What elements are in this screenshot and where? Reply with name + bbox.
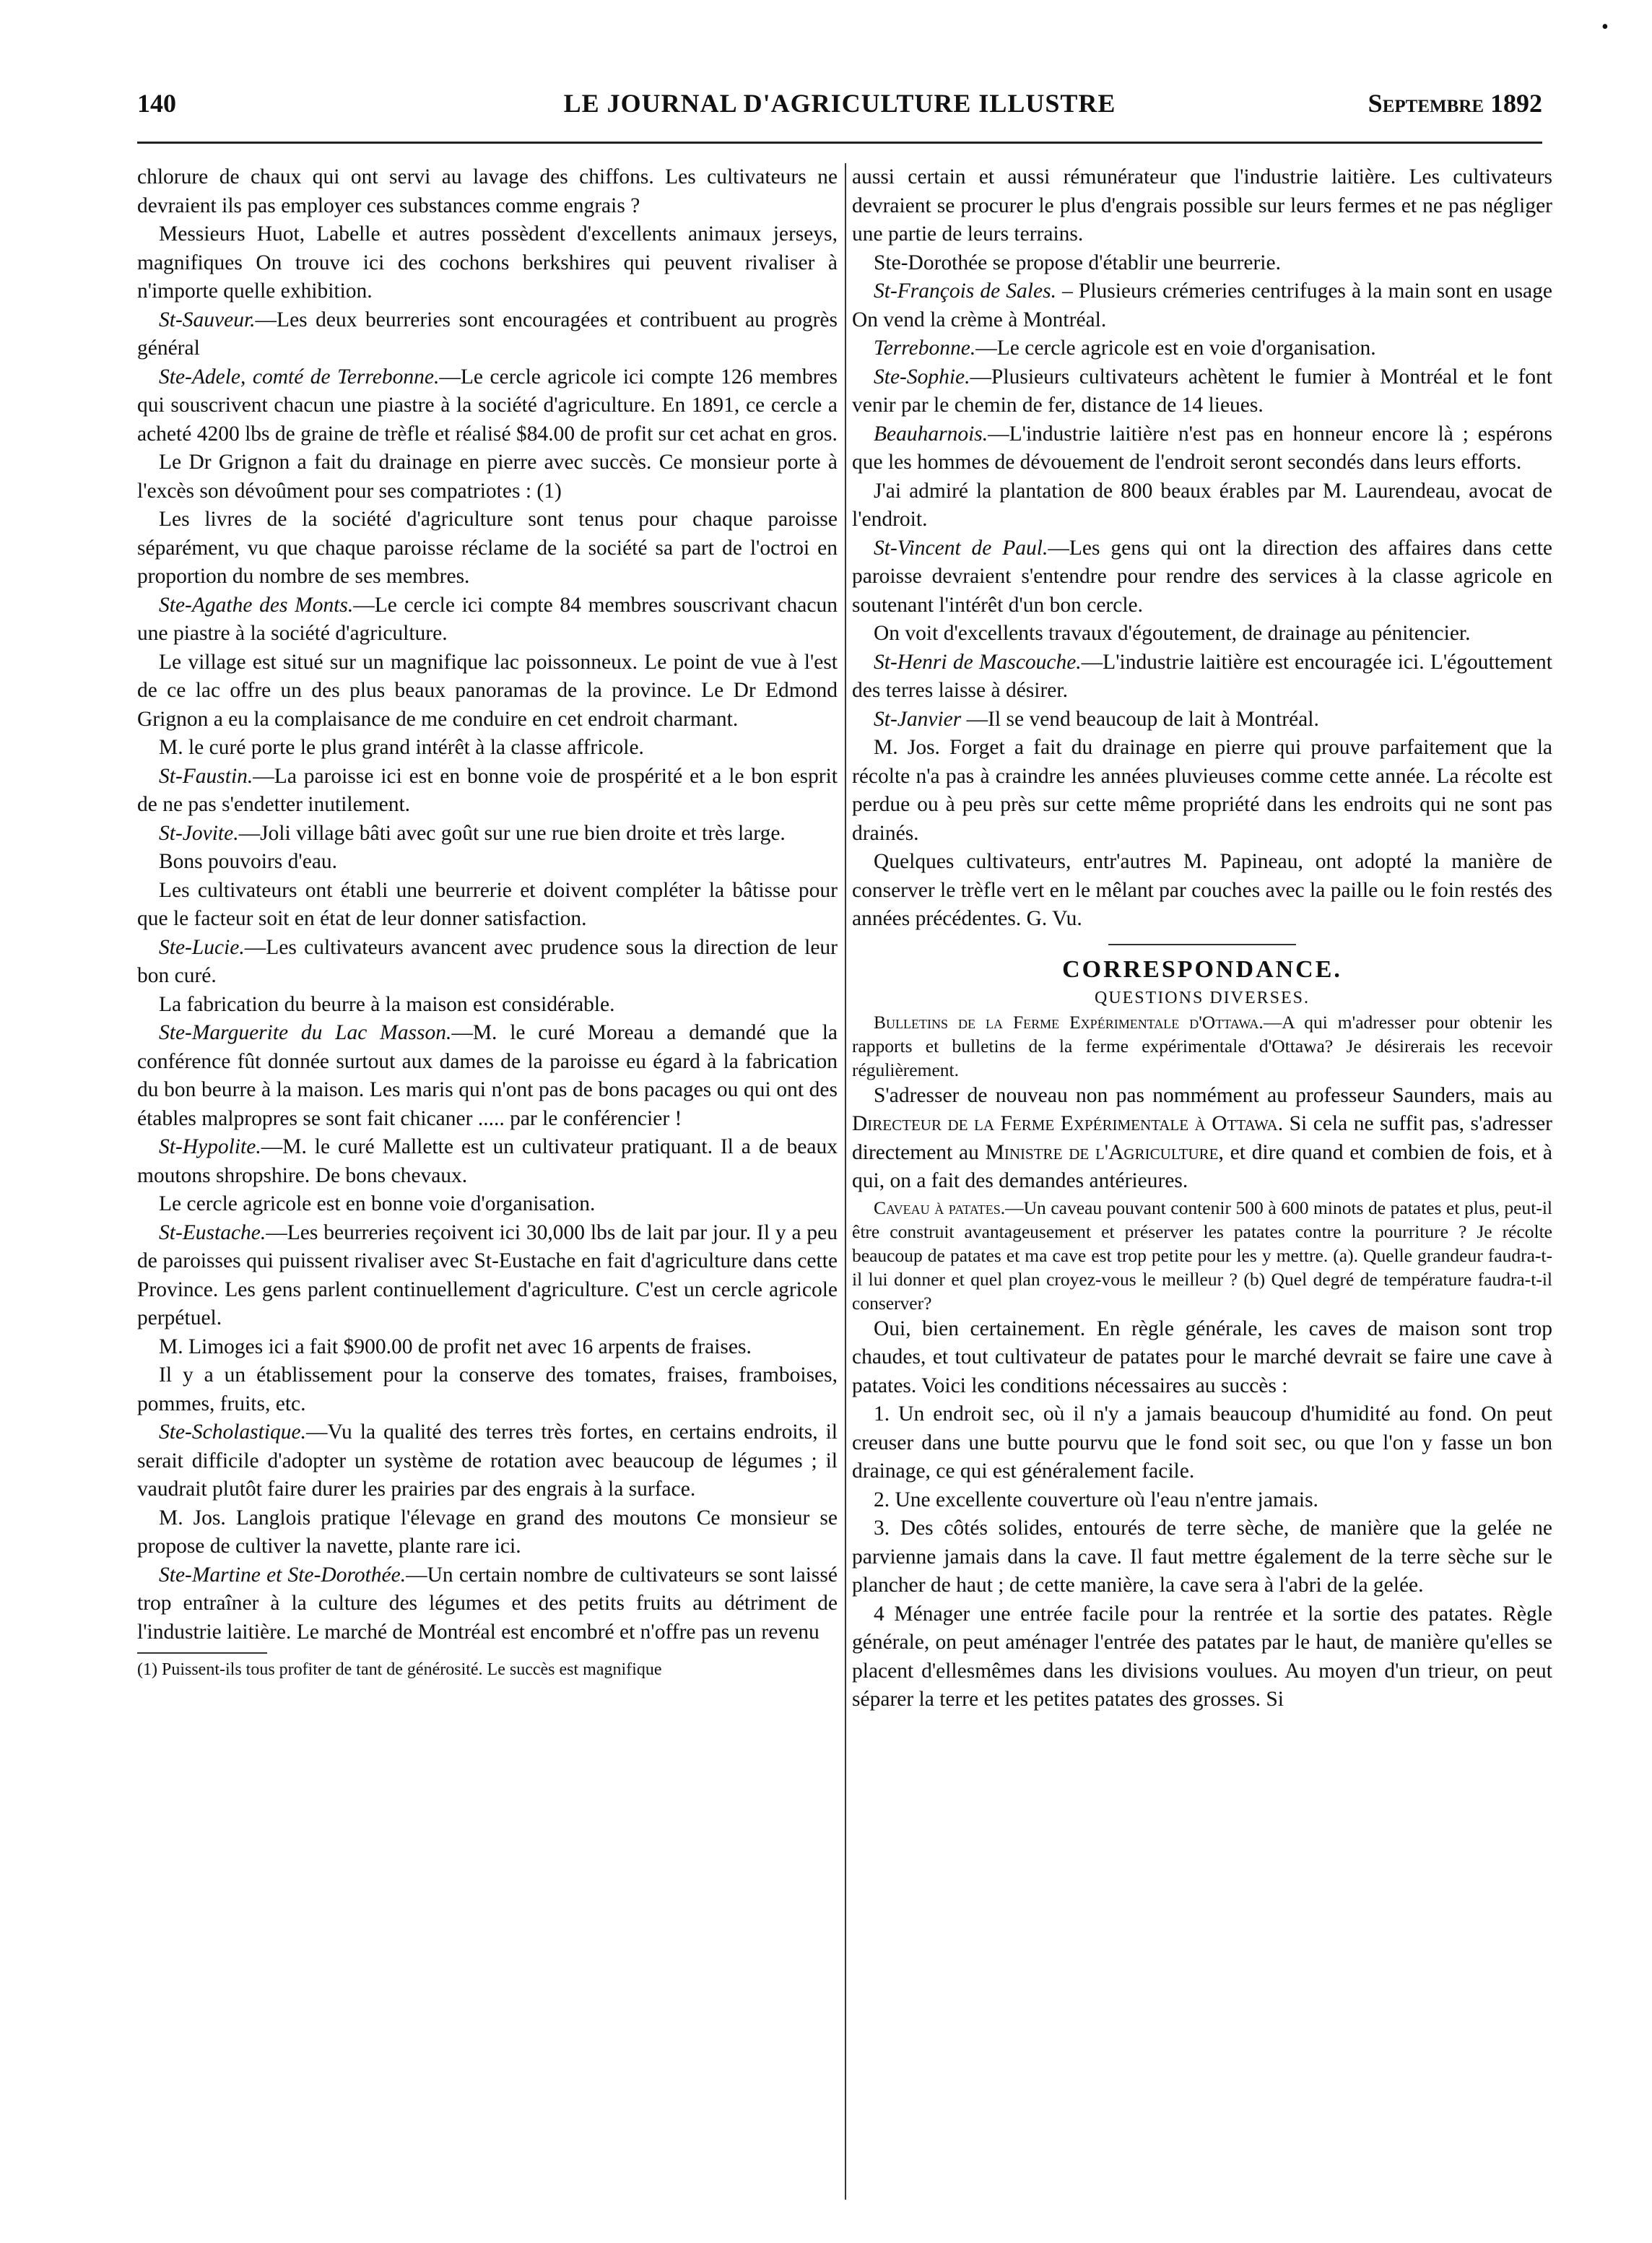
paragraph: Le cercle agricole est en bonne voie d'organisation.	[159, 1192, 596, 1215]
paragraph: Ste-Marguerite du Lac Masson.—M. le curé Moreau a demandé que la conférence fût donnée surtout aux dames de la paroisse eu égard à la fabrication du bon beurre à la maison. Les maris qui n'ont pas de bons pacages ou qui ont des étables malpropres se sont fait chicaner ..... par le conférencier !	[137, 1021, 838, 1130]
issue-date: Septembre 1892	[1368, 89, 1542, 118]
paragraph: St-Eustache.—Les beurreries reçoivent ici 30,000 lbs de lait par jour. Il y a peu de paroisses qui puissent rivaliser avec St-Eustache en fait d'agriculture dans cette Province. Les gens parlent continuellement d'agriculture. C'est un cercle agricole perpétuel.	[137, 1220, 838, 1329]
paragraph: St-Faustin.—La paroisse ici est en bonne voie de prospérité et a le bon esprit de ne pas s'endetter inutilement.	[137, 764, 838, 816]
paragraph: J'ai admiré la plantation de 800 beaux érables par M. Laurendeau, avocat de l'endroit.	[852, 479, 1552, 531]
place-name: St-Faustin.	[159, 764, 253, 788]
addressee: Directeur de la Ferme Expérimentale à Ottawa	[852, 1112, 1278, 1135]
place-name: St-Janvier	[874, 707, 962, 731]
place-name: Ste-Martine et Ste-Dorothée.	[159, 1563, 407, 1587]
paragraph: Bons pouvoirs d'eau.	[159, 850, 338, 873]
page-number: 140	[137, 89, 176, 118]
answer: Oui, bien certainement. En règle générale, les caves de maison sont trop chaudes, et tout cultivateur de patates pour le marché devrait se faire une cave à patates. Voici les conditions nécessaires au succès :	[852, 1316, 1552, 1397]
place-name: Ste-Marguerite du Lac Masson.	[159, 1021, 452, 1044]
paragraph: M. le curé porte le plus grand intérêt à la classe affricole.	[159, 736, 644, 759]
paragraph: chlorure de chaux qui ont servi au lavage des chiffons. Les cultivateurs ne devraient ils pas employer ces substances comme engrais ?	[137, 165, 838, 217]
paragraph: La fabrication du beurre à la maison est considérable.	[159, 992, 615, 1016]
question-heading: Bulletins de la Ferme Expérimentale d'Ottawa.	[874, 1011, 1264, 1033]
paragraph: Le village est situé sur un magnifique lac poissonneux. Le point de vue à l'est de ce lac offre un des plus beaux panoramas de la province. Le Dr Edmond Grignon a eu la complaisance de me conduire en cet endroit charmant.	[137, 650, 838, 731]
question: Bulletins de la Ferme Expérimentale d'Ottawa.—A qui m'adresser pour obtenir les rapports et bulletins de la ferme expérimentale d'Ottawa? Je désirerais les recevoir régulièrement.	[852, 1011, 1552, 1080]
paragraph: Ste-Lucie.—Les cultivateurs avancent avec prudence sous la direction de leur bon curé.	[137, 935, 838, 987]
place-name: St-François de Sales.	[874, 279, 1056, 303]
place-name: St-Sauveur.	[159, 308, 256, 331]
section-title: CORRESPONDANCE.	[1062, 955, 1342, 983]
paragraph: Ste-Adele, comté de Terrebonne.—Le cercle agricole ici compte 126 membres qui souscrivent chacun une piastre à la société d'agriculture. En 1891, ce cercle a acheté 4200 lbs de graine de trèfle et réalisé $84.00 de profit sur cet achat en gros.	[137, 365, 838, 446]
paragraph: M. Limoges ici a fait $900.00 de profit net avec 16 arpents de fraises.	[159, 1335, 752, 1358]
place-name: Terrebonne.	[874, 337, 976, 360]
paragraph: St-Janvier —Il se vend beaucoup de lait à Montréal.	[874, 707, 1319, 731]
place-name: Ste-Agathe des Monts.	[159, 593, 354, 617]
paragraph: St-Henri de Mascouche.—L'industrie laitière est encouragée ici. L'égouttement des terres laisse à désirer.	[852, 650, 1552, 702]
paragraph: Le Dr Grignon a fait du drainage en pierre avec succès. Ce monsieur porte à l'excès son dévoûment pour ses compatriotes : (1)	[137, 451, 838, 503]
paragraph: Ste-Agathe des Monts.—Le cercle ici compte 84 membres souscrivant chacun une piastre à la société d'agriculture.	[137, 593, 838, 645]
corner-mark: •	[1601, 16, 1609, 38]
condition-item: 3. Des côtés solides, entourés de terre sèche, de manière que la gelée ne parvienne jamais dans la cave. Il faut mettre également de la terre sèche sur le plancher de haut ; de cette manière, la cave sera à l'abri de la gelée.	[852, 1517, 1552, 1597]
place-name: Ste-Adele, comté de Terrebonne.	[159, 365, 440, 389]
paragraph: M. Jos. Forget a fait du drainage en pierre qui prouve parfaitement que la récolte n'a pas à craindre les années pluvieuses comme cette année. La récolte est perdue ou à peu près sur cette même propriété dans les endroits qui ne sont pas drainés.	[852, 736, 1552, 845]
paragraph: St-Hypolite.—M. le curé Mallette est un cultivateur pratiquant. Il a de beaux moutons shropshire. De bons chevaux.	[137, 1135, 838, 1187]
footnote: (1) Puissent-ils tous profiter de tant de générosité. Le succès est magnifique	[137, 1660, 662, 1679]
signature: G. Vu.	[1026, 907, 1082, 930]
right-column	[852, 163, 1552, 1714]
place-name: Beauharnois.	[874, 422, 988, 446]
left-column	[137, 163, 838, 1681]
place-name: St-Henri de Mascouche.	[874, 650, 1082, 674]
footnote-rule	[137, 1652, 267, 1654]
paragraph: Beauharnois.—L'industrie laitière n'est pas en honneur encore là ; espérons que les hommes de dévouement de l'endroit seront secondés dans leurs efforts.	[852, 422, 1552, 474]
paragraph: Ste-Martine et Ste-Dorothée.—Un certain nombre de cultivateurs se sont laissé trop entraîner à la culture des légumes et des petits fruits au détriment de l'industrie laitière. Le marché de Montréal est encombré et n'offre pas un revenu	[137, 1563, 838, 1644]
paragraph: Ste-Sophie.—Plusieurs cultivateurs achètent le fumier à Montréal et le font venir par le chemin de fer, distance de 14 lieues.	[852, 365, 1552, 417]
paragraph: St-Vincent de Paul.—Les gens qui ont la direction des affaires dans cette paroisse devraient s'entendre pour rendre des services à la classe agricole en soutenant l'intérêt d'un bon cercle.	[852, 536, 1552, 617]
page-header	[137, 81, 1542, 124]
question-heading: Caveau à patates.	[874, 1197, 1006, 1218]
paragraph: Ste-Scholastique.—Vu la qualité des terres très fortes, en certains endroits, il serait difficile d'adopter un système de rotation avec beaucoup de légumes ; il vaudrait plutôt faire durer les prairies par des engrais à la surface.	[137, 1420, 838, 1501]
answer: S'adresser de nouveau non pas nommément au professeur Saunders, mais au Directeur de la Ferme Expérimentale à Ottawa. Si cela ne suffit pas, s'adresser directement au Ministre de l'Agriculture, et dire quand et combien de fois, et à qui, on a fait des demandes antérieures.	[852, 1083, 1553, 1192]
paragraph: Ste-Dorothée se propose d'établir une beurrerie.	[874, 251, 1281, 274]
place-name: Ste-Scholastique.	[159, 1420, 306, 1444]
header-rule	[137, 142, 1542, 144]
paragraph: St-Jovite.—Joli village bâti avec goût sur une rue bien droite et très large.	[159, 821, 786, 845]
condition-item: 4 Ménager une entrée facile pour la rentrée et la sortie des patates. Règle générale, on peut aménager l'entrée des patates par le haut, de manière qu'elles se placent d'ellesmêmes dans les divisions voulues. Au moyen d'un trieur, on peut séparer la terre et les petites patates des grosses. Si	[852, 1602, 1552, 1711]
paragraph: Il y a un établissement pour la conserve des tomates, fraises, framboises, pommes, fruits, etc.	[137, 1363, 838, 1415]
place-name: St-Vincent de Paul.	[874, 536, 1048, 560]
question: Caveau à patates.—Un caveau pouvant contenir 500 à 600 minots de patates et plus, peut-il être construit avantageusement et préserver les patates contre la pourriture ? Je récolte beaucoup de patates et ma cave est trop petite pour les y mettre. (a). Quelle grandeur faudra-t-il lui donner et quel plan croyez-vous le meilleur ? (b) Quel degré de température faudra-t-il conserver?	[852, 1197, 1552, 1314]
section-rule	[1108, 944, 1296, 945]
paragraph: On voit d'excellents travaux d'égoutement, de drainage au pénitencier.	[874, 622, 1471, 645]
paragraph: St-Sauveur.—Les deux beurreries sont encouragées et contribuent au progrès général	[137, 308, 838, 360]
paragraph: Les livres de la société d'agriculture sont tenus pour chaque paroisse séparément, vu que chaque paroisse réclame de la société sa part de l'octroi en proportion du nombre de ses membres.	[137, 508, 838, 588]
paragraph: aussi certain et aussi rémunérateur que l'industrie laitière. Les cultivateurs devraient se procurer le plus d'engrais possible sur leurs fermes et ne pas négliger une partie de leurs terrains.	[852, 165, 1552, 246]
column-divider	[845, 163, 846, 2200]
paragraph: M. Jos. Langlois pratique l'élevage en grand des moutons Ce monsieur se propose de cultiver la navette, plante rare ici.	[137, 1506, 838, 1558]
place-name: Ste-Sophie.	[874, 365, 970, 389]
place-name: Ste-Lucie.	[159, 935, 245, 959]
place-name: St-Hypolite.	[159, 1135, 261, 1158]
paragraph: Les cultivateurs ont établi une beurrerie et doivent compléter la bâtisse pour que le facteur soit en état de leur donner satisfaction.	[137, 878, 838, 930]
addressee: Ministre de l'Agriculture	[985, 1140, 1219, 1164]
condition-item: 1. Un endroit sec, où il n'y a jamais beaucoup d'humidité au fond. On peut creuser dans une butte pourvu que le fond soit sec, ou que l'on y fasse un bon drainage, ce qui est généralement facile.	[852, 1402, 1552, 1483]
section-subtitle: QUESTIONS DIVERSES.	[1094, 988, 1310, 1007]
paragraph: Terrebonne.—Le cercle agricole est en voie d'organisation.	[874, 337, 1376, 360]
journal-title: LE JOURNAL D'AGRICULTURE ILLUSTRE	[563, 89, 1116, 118]
place-name: St-Jovite.	[159, 821, 239, 845]
paragraph: Messieurs Huot, Labelle et autres possèdent d'excellents animaux jerseys, magnifiques On trouve ici des cochons berkshires qui peuvent rivaliser à n'importe quelle exhibition.	[137, 222, 838, 303]
paragraph: Quelques cultivateurs, entr'autres M. Papineau, ont adopté la manière de conserver le trèfle vert en le mêlant par couches avec la paille ou le foin restés des années précédentes. G. Vu.	[852, 850, 1552, 930]
condition-item: 2. Une excellente couverture où l'eau n'entre jamais.	[874, 1488, 1318, 1511]
paragraph: St-François de Sales. – Plusieurs crémeries centrifuges à la main sont en usage On vend la crème à Montréal.	[852, 279, 1552, 331]
place-name: St-Eustache.	[159, 1220, 266, 1244]
